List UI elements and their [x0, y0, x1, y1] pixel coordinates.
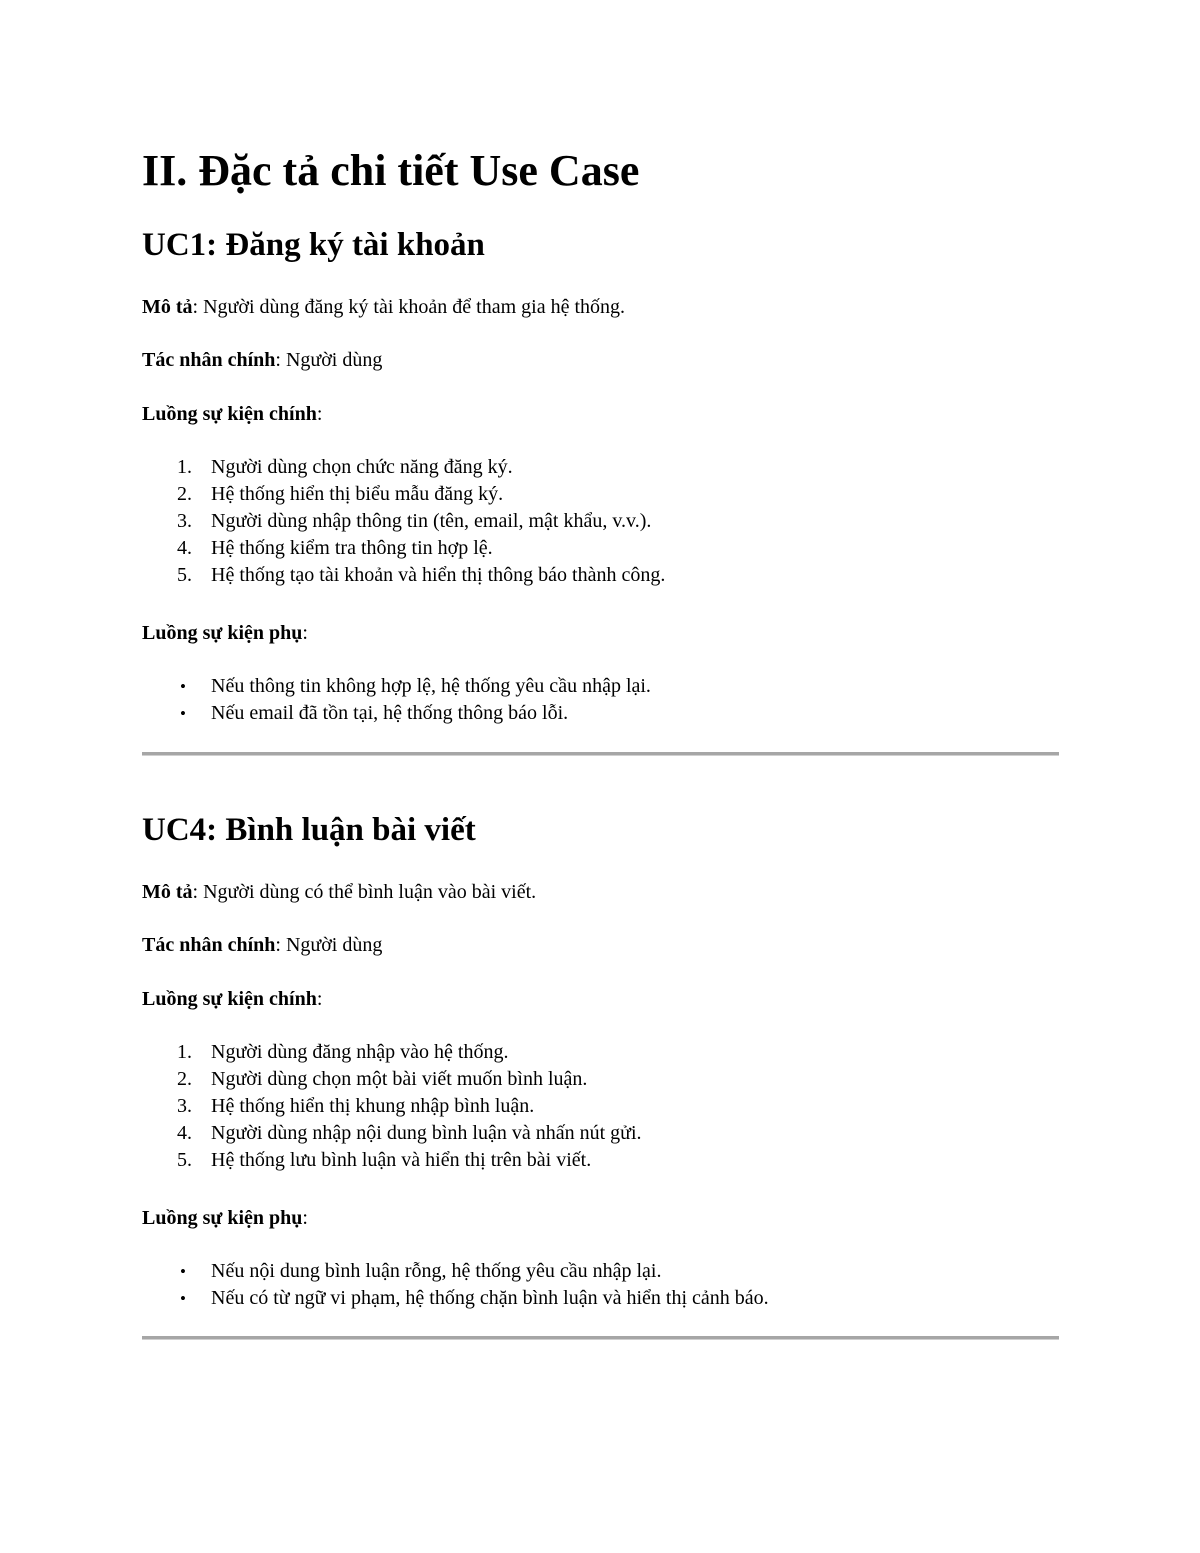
list-item	[142, 535, 665, 562]
alt-flow-suffix: :	[302, 622, 308, 644]
list-item	[142, 1285, 769, 1312]
list-item	[142, 1066, 642, 1093]
list-item	[142, 1120, 642, 1147]
list-item	[142, 700, 651, 727]
list-number: 2.	[177, 1068, 192, 1090]
description-text: : Người dùng đăng ký tài khoản để tham gia hệ thống.	[192, 296, 625, 318]
list-number: 1.	[177, 456, 192, 478]
main-flow-label-line	[142, 401, 322, 427]
main-flow-list	[142, 454, 665, 589]
actor-label: Tác nhân chính	[142, 349, 276, 371]
list-item-text: Hệ thống kiểm tra thông tin hợp lệ.	[211, 537, 493, 559]
list-item-text: Hệ thống lưu bình luận và hiển thị trên bài viết.	[211, 1149, 592, 1171]
alt-flow-suffix: :	[302, 1207, 308, 1229]
alt-flow-label: Luồng sự kiện phụ	[142, 622, 303, 644]
list-item-text: Nếu thông tin không hợp lệ, hệ thống yêu cầu nhập lại.	[211, 675, 651, 697]
list-number: 4.	[177, 537, 192, 559]
description-label: Mô tả	[142, 881, 193, 903]
list-item-text: Hệ thống tạo tài khoản và hiển thị thông báo thành công.	[211, 564, 666, 586]
description-line	[142, 879, 536, 905]
list-item-text: Hệ thống hiển thị khung nhập bình luận.	[211, 1095, 535, 1117]
list-item	[142, 1147, 642, 1174]
page-title: II. Đặc tả chi tiết Use Case	[142, 146, 640, 195]
actor-label: Tác nhân chính	[142, 934, 276, 956]
actor-text: : Người dùng	[275, 349, 383, 371]
bullet-icon: •	[180, 1262, 186, 1281]
use-case-heading: UC1: Đăng ký tài khoản	[142, 227, 485, 263]
main-flow-list	[142, 1039, 642, 1174]
list-item-text: Người dùng chọn một bài viết muốn bình luận.	[211, 1068, 588, 1090]
list-item-text: Người dùng chọn chức năng đăng ký.	[211, 456, 513, 478]
main-flow-label: Luồng sự kiện chính	[142, 988, 317, 1010]
bullet-icon: •	[180, 677, 186, 696]
list-item	[142, 454, 665, 481]
list-item-text: Nếu email đã tồn tại, hệ thống thông báo lỗi.	[211, 702, 569, 724]
horizontal-rule	[142, 752, 1059, 756]
list-number: 3.	[177, 510, 192, 532]
horizontal-rule	[142, 1336, 1059, 1340]
list-item-text: Hệ thống hiển thị biểu mẫu đăng ký.	[211, 483, 504, 505]
list-item	[142, 1093, 642, 1120]
list-number: 3.	[177, 1095, 192, 1117]
list-number: 2.	[177, 483, 192, 505]
list-number: 5.	[177, 1149, 192, 1171]
description-text: : Người dùng có thể bình luận vào bài viết.	[192, 881, 537, 903]
list-item	[142, 673, 651, 700]
main-flow-suffix: :	[316, 988, 323, 1010]
alt-flow-label: Luồng sự kiện phụ	[142, 1207, 303, 1229]
main-flow-label: Luồng sự kiện chính	[142, 403, 317, 425]
use-case-heading: UC4: Bình luận bài viết	[142, 812, 476, 848]
list-item	[142, 481, 665, 508]
alt-flow-label-line	[142, 620, 308, 646]
actor-line	[142, 347, 382, 373]
list-item	[142, 1039, 642, 1066]
main-flow-suffix: :	[316, 403, 323, 425]
bullet-icon: •	[180, 704, 186, 723]
main-flow-label-line	[142, 986, 322, 1012]
list-item-text: Nếu có từ ngữ vi phạm, hệ thống chặn bình luận và hiển thị cảnh báo.	[211, 1287, 769, 1309]
alt-flow-label-line	[142, 1205, 308, 1231]
alt-flow-list	[142, 673, 651, 727]
description-label: Mô tả	[142, 296, 193, 318]
list-item-text: Người dùng nhập nội dung bình luận và nhấn nút gửi.	[211, 1122, 642, 1144]
list-item	[142, 562, 665, 589]
list-item	[142, 508, 665, 535]
use-case-section	[142, 224, 1059, 724]
list-number: 1.	[177, 1041, 192, 1063]
alt-flow-list	[142, 1258, 769, 1312]
description-line	[142, 294, 625, 320]
list-number: 5.	[177, 564, 192, 586]
use-case-section	[142, 809, 1059, 1309]
list-item	[142, 1258, 769, 1285]
list-item-text: Nếu nội dung bình luận rỗng, hệ thống yêu cầu nhập lại.	[211, 1260, 662, 1282]
bullet-icon: •	[180, 1289, 186, 1308]
list-item-text: Người dùng đăng nhập vào hệ thống.	[211, 1041, 509, 1063]
list-item-text: Người dùng nhập thông tin (tên, email, mật khẩu, v.v.).	[211, 510, 652, 532]
list-number: 4.	[177, 1122, 192, 1144]
actor-text: : Người dùng	[275, 934, 383, 956]
actor-line	[142, 932, 382, 958]
